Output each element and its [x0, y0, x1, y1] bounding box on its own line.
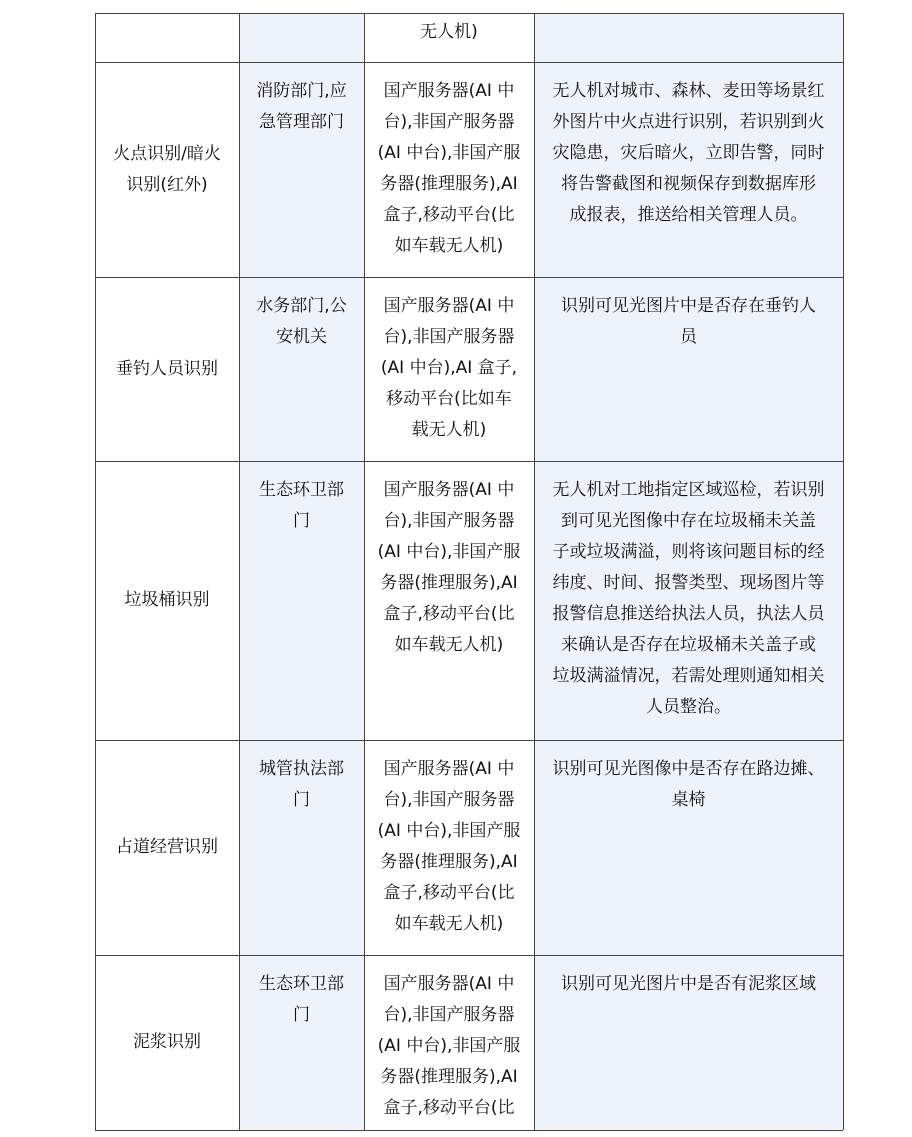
cell-text-line: 盒子,移动平台(比 [383, 604, 515, 624]
table-row-divider [95, 277, 843, 278]
cell-deploy [364, 62, 534, 277]
cell-text-line: 门 [293, 511, 310, 531]
cell-desc [534, 277, 843, 461]
table-row-divider [95, 13, 843, 14]
cell-text-line: 国产服务器(AI 中 [383, 759, 515, 779]
cell-text-line: 子或垃圾满溢，则将该问题目标的经 [552, 542, 825, 562]
cell-dept [239, 13, 364, 62]
cell-text-line: 国产服务器(AI 中 [383, 974, 515, 994]
cell-text-line: 识别可见光图片中是否存在垂钓人 [561, 296, 816, 316]
cell-text-line: 火点识别/暗火 [113, 143, 221, 164]
table-row-divider [95, 62, 843, 63]
cell-text-line: 如车载无人机) [394, 236, 504, 256]
cell-text-line: 灾隐患，灾后暗火，立即告警，同时 [552, 143, 825, 163]
cell-text-line: 水务部门,公 [256, 296, 347, 316]
cell-text-line: (AI 中台),AI 盒子, [380, 358, 518, 378]
cell-text-line: 盒子,移动平台(比 [383, 205, 515, 225]
cell-text-line: 安机关 [276, 327, 327, 347]
cell-name [95, 277, 239, 461]
cell-text-line: 报警信息推送给执法人员，执法人员 [552, 604, 825, 624]
table-column-divider [534, 13, 535, 1130]
cell-desc [534, 13, 843, 62]
cell-text-line: 移动平台(比如车 [386, 389, 512, 409]
cell-text-line: 无人机对工地指定区域巡检，若识别 [552, 480, 825, 500]
cell-text-line: 成报表，推送给相关管理人员。 [569, 205, 808, 225]
cell-name [95, 62, 239, 277]
cell-text-line: 垃圾满溢情况，若需处理则通知相关 [552, 666, 825, 686]
cell-dept [239, 461, 364, 740]
cell-dept [239, 62, 364, 277]
cell-dept [239, 277, 364, 461]
cell-text-line: 国产服务器(AI 中 [383, 296, 515, 316]
cell-deploy [364, 277, 534, 461]
cell-text-line: 国产服务器(AI 中 [383, 480, 515, 500]
cell-text-line: (AI 中台),非国产服 [377, 821, 521, 841]
cell-text-line: 盒子,移动平台(比 [383, 883, 515, 903]
cell-dept [239, 955, 364, 1130]
cell-text-line: 识别可见光图片中是否有泥浆区域 [561, 974, 816, 994]
cell-text-line: (AI 中台),非国产服 [377, 143, 521, 163]
cell-text-line: 门 [293, 1005, 310, 1025]
table-column-divider [364, 13, 365, 1130]
cell-text-line: 台),非国产服务器 [383, 790, 515, 810]
cell-text-line: 垂钓人员识别 [116, 358, 218, 379]
cell-text-line: 台),非国产服务器 [383, 511, 515, 531]
cell-desc [534, 461, 843, 740]
cell-text-line: 国产服务器(AI 中 [383, 81, 515, 101]
cell-name [95, 740, 239, 955]
cell-text-line: 务器(推理服务),AI [380, 174, 518, 194]
cell-text-line: 台),非国产服务器 [383, 1005, 515, 1025]
cell-text-line: 生态环卫部 [259, 480, 344, 500]
cell-desc [534, 740, 843, 955]
cell-text-line: 务器(推理服务),AI [380, 852, 518, 872]
cell-desc [534, 62, 843, 277]
cell-text-line: 占道经营识别 [116, 837, 218, 857]
cell-text-line: 载无人机) [411, 420, 487, 440]
cell-deploy [364, 955, 534, 1130]
table-column-divider [239, 13, 240, 1130]
table-row-divider [95, 461, 843, 462]
cell-text-line: 来确认是否存在垃圾桶未关盖子或 [561, 635, 816, 655]
cell-text-line: 将告警截图和视频保存到数据库形 [561, 174, 816, 194]
cell-text-line: (AI 中台),非国产服 [377, 1036, 521, 1056]
cell-text-line: 门 [293, 790, 310, 810]
cell-text-line: 台),非国产服务器 [383, 112, 515, 132]
cell-text-line: 员 [680, 327, 697, 347]
cell-text-line: 务器(推理服务),AI [380, 1067, 518, 1087]
cell-text-line: (AI 中台),非国产服 [377, 542, 521, 562]
cell-text-line: 消防部门,应 [256, 81, 347, 101]
cell-text-line: 识别(红外) [126, 174, 208, 195]
cell-text-line: 无人机对城市、森林、麦田等场景红 [552, 81, 825, 101]
table-column-divider [95, 13, 96, 1130]
cell-name [95, 461, 239, 740]
cell-text-line: 城管执法部 [259, 759, 344, 779]
table-row-divider [95, 955, 843, 956]
cell-text-line: 垃圾桶识别 [124, 590, 210, 610]
cell-text-line: 外图片中火点进行识别，若识别到火 [552, 112, 825, 132]
cell-deploy [364, 461, 534, 740]
cell-text-line: 无人机) [420, 22, 478, 42]
cell-text-line: 桌椅 [671, 790, 706, 810]
cell-text-line: 识别可见光图像中是否存在路边摊、 [552, 759, 825, 779]
cell-text-line: 到可见光图像中存在垃圾桶未关盖 [561, 511, 816, 531]
cell-text-line: 生态环卫部 [259, 974, 344, 994]
table-row-divider [95, 1130, 843, 1131]
cell-text-line: 务器(推理服务),AI [380, 573, 518, 593]
cell-desc [534, 955, 843, 1130]
cell-text-line: 台),非国产服务器 [383, 327, 515, 347]
cell-text-line: 如车载无人机) [394, 635, 504, 655]
cell-text-line: 急管理部门 [259, 112, 344, 132]
cell-name [95, 13, 239, 62]
cell-text-line: 盒子,移动平台(比 [383, 1098, 515, 1118]
cell-text-line: 人员整治。 [646, 697, 731, 717]
cell-name [95, 955, 239, 1130]
cell-text-line: 泥浆识别 [133, 1032, 201, 1052]
cell-deploy [364, 740, 534, 955]
table-column-divider [843, 13, 844, 1130]
cell-text-line: 纬度、时间、报警类型、现场图片等 [552, 573, 825, 593]
table-row-divider [95, 740, 843, 741]
cell-deploy [364, 13, 534, 62]
cell-dept [239, 740, 364, 955]
cell-text-line: 如车载无人机) [394, 914, 504, 934]
